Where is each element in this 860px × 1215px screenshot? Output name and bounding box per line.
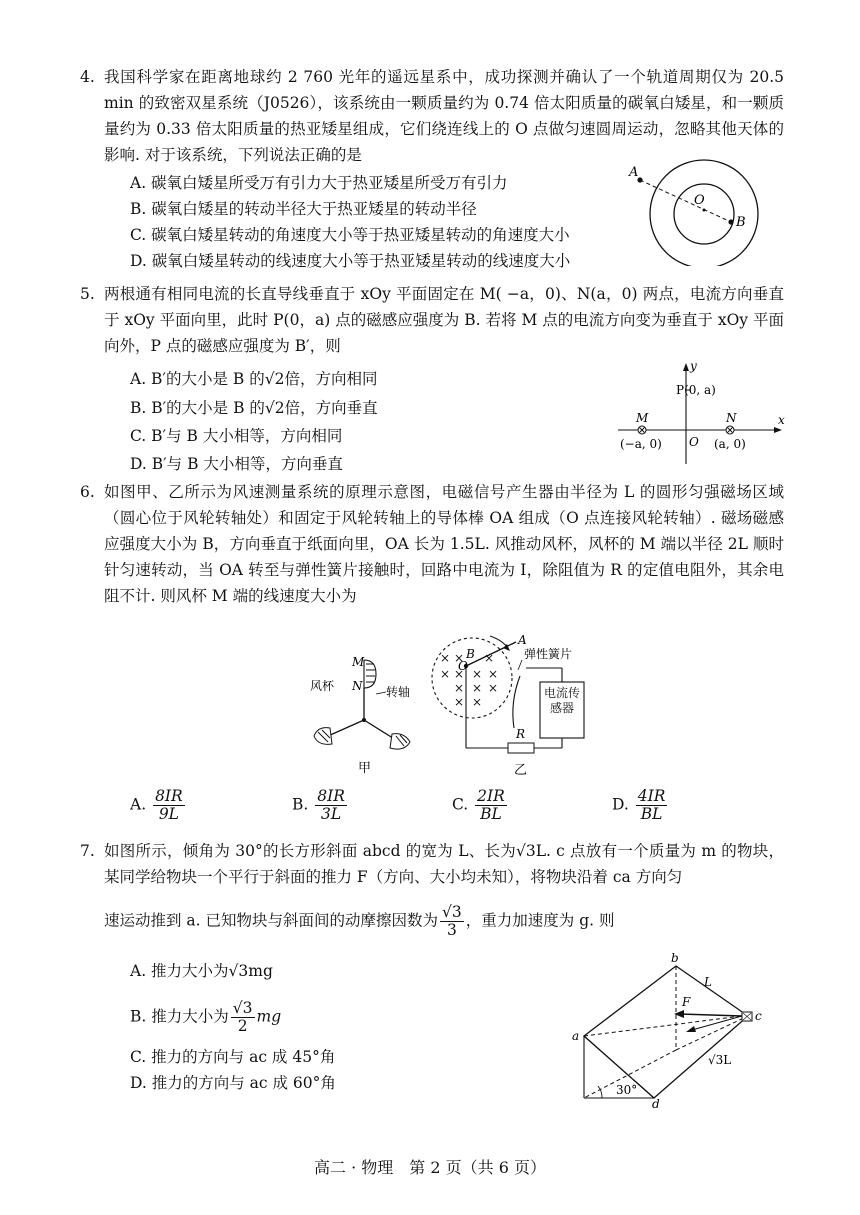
point-n-label: N (726, 411, 737, 425)
q7-option-d: D. 推力的方向与 ac 成 60°角 (130, 1074, 336, 1092)
question-number: 4. (80, 68, 95, 86)
question-4 (80, 64, 784, 168)
svg-text:×: × (454, 681, 465, 695)
option-b-denominator: 2 (237, 1017, 248, 1035)
label-b: B (736, 215, 746, 230)
q6-figure-yi (428, 632, 608, 780)
mu-denominator: 3 (446, 921, 457, 939)
option-label: D. (612, 795, 629, 814)
question-stem: 两根通有相同电流的长直导线垂直于 xOy 平面固定在 M( −a，0)、N(a，0) 两点，电流方向垂直于 xOy 平面向里，此时 P(0，a) 点的磁感应强度为 B. 若将 M 点的电流方向变为垂直于 xOy 平面向外，P 点的磁感应强度为 B′，则 (104, 285, 784, 355)
caption-yi: 乙 (514, 763, 528, 778)
svg-text:×: × (454, 695, 465, 709)
label-d: d (652, 1097, 660, 1108)
label-sqrt3l: √3L (708, 1053, 732, 1067)
option-denominator: 3L (321, 805, 342, 823)
svg-text:×: × (440, 667, 451, 681)
option-b-unit: mg (256, 1007, 282, 1026)
question-stem: 如图所示，倾角为 30°的长方形斜面 abcd 的宽为 L、长为√3L. c 点放有一个质量为 m 的物块，某同学给物块一个平行于斜面的推力 F（方向、大小均未知），将物块沿着 ca 方向匀 (104, 842, 784, 886)
question-number: 6. (80, 483, 95, 501)
question-number: 7. (80, 842, 95, 860)
option-denominator: BL (640, 805, 663, 823)
option-label: B. (292, 795, 309, 814)
resistor-label: R (516, 727, 526, 741)
question-stem: 如图甲、乙所示为风速测量系统的原理示意图，电磁信号产生器由半径为 L 的圆形匀强磁场区域（圆心位于风轮转轴处）和固定于风轮转轴上的导体棒 OA 组成（O 点连接风轮转轴）. 磁场磁感应强度大小为 B，方向垂直于纸面向里，OA 长为 1.5L. 风推动风杯，风杯的 M 端以半径 2L 顺时针匀速转动，当 OA 转至与弹性簧片接触时，回路中电流为 I，除阻值为 R 的定值电阻外，其余电阻不计. 则风杯 M 端的线速度大小为 (104, 483, 784, 605)
n-coordinate: (a, 0) (714, 437, 746, 451)
point-p-label: P(0, a) (676, 383, 716, 397)
q4-option-c: C. 碳氧白矮星转动的角速度大小等于热亚矮星转动的角速度大小 (130, 226, 570, 244)
label-l: L (704, 975, 712, 989)
option-numerator: 8IR (155, 787, 183, 805)
question-7-line-3 (104, 904, 784, 939)
option-numerator: 8IR (317, 787, 345, 805)
option-denominator: 9L (158, 805, 179, 823)
label-o: O (694, 193, 705, 208)
page-footer: 高二 · 物理 第 2 页（共 6 页） (314, 1158, 546, 1177)
label-a: A (518, 633, 527, 647)
q6-option-b (292, 788, 349, 823)
point-m-label: M (636, 411, 649, 425)
question-stem: 我国科学家在距离地球约 2 760 光年的遥远星系中，成功探测并确认了一个轨道周期仅为 20.5 min 的致密双星系统（J0526），该系统由一颗质量约为 0.74 倍太阳质量的碳氧白矮星，和一颗质量约为 0.33 倍太阳质量的热亚矮星组成，它们绕连线上的 O 点做匀速圆周运动，忽略其他天体的影响. 对于该系统，下列说法正确的是 (104, 68, 784, 164)
q4-option-b: B. 碳氧白矮星的转动半径大于热亚矮星的转动半径 (130, 200, 477, 218)
x-axis-label: x (778, 413, 785, 427)
question-7 (80, 838, 784, 890)
caption-jia: 甲 (358, 761, 372, 776)
q7-option-c: C. 推力的方向与 ac 成 45°角 (130, 1048, 336, 1066)
q4-option-d: D. 碳氧白矮星转动的线速度大小等于热亚矮星转动的线速度大小 (130, 252, 571, 270)
q5-option-c: C. B′与 B 大小相等，方向相同 (130, 427, 343, 445)
label-n: N (352, 679, 363, 693)
q7-incline-figure (570, 950, 770, 1108)
question-6 (80, 479, 784, 609)
current-sensor-label: 电流传感器 (543, 686, 580, 715)
label-o: O (458, 659, 468, 673)
q5-option-a: A. B′的大小是 B 的√2倍，方向相同 (130, 370, 378, 388)
mu-numerator: √3 (442, 903, 462, 921)
option-denominator: BL (480, 805, 502, 823)
question-stem-cont: 速运动推到 a. 已知物块与斜面间的动摩擦因数为 (104, 911, 439, 930)
label-f: F (682, 995, 691, 1009)
question-number: 5. (80, 285, 95, 303)
question-stem-end: ，重力加速度为 g. 则 (465, 911, 615, 930)
option-label: A. (130, 795, 147, 814)
origin-label: O (689, 435, 699, 449)
option-numerator: 4IR (637, 787, 666, 805)
svg-text:×: × (472, 667, 483, 681)
q5-coordinate-figure (610, 360, 790, 466)
svg-text:×: × (488, 667, 499, 681)
svg-text:×: × (440, 651, 451, 665)
svg-text:×: × (488, 681, 499, 695)
svg-text:×: × (484, 651, 495, 665)
label-a: a (572, 1029, 580, 1043)
y-axis-label: y (690, 360, 697, 373)
label-c: c (755, 1009, 762, 1023)
option-numerator: 2IR (477, 787, 505, 805)
q7-option-b (130, 1000, 281, 1035)
svg-text:×: × (454, 667, 465, 681)
svg-text:×: × (454, 651, 465, 665)
angle-label: 30° (616, 1083, 638, 1097)
q5-option-d: D. B′与 B 大小相等，方向垂直 (130, 455, 343, 473)
wind-cup-label: 风杯 (310, 679, 335, 693)
svg-text:×: × (472, 681, 483, 695)
label-b: b (671, 951, 679, 965)
q6-option-c (452, 788, 509, 823)
q6-option-d (612, 788, 669, 823)
option-b-numerator: √3 (232, 999, 253, 1017)
label-a: A (629, 165, 639, 180)
q6-option-a (130, 788, 187, 823)
q4-option-a: A. 碳氧白矮星所受万有引力大于热亚矮星所受万有引力 (130, 174, 508, 192)
axis-label: 转轴 (386, 685, 411, 699)
q6-figure-jia (300, 648, 430, 778)
option-b-text: B. 推力大小为 (130, 1007, 229, 1026)
q5-option-b: B. B′的大小是 B 的√2倍，方向垂直 (130, 399, 378, 417)
q7-option-a: A. 推力大小为√3mg (130, 962, 273, 980)
option-label: C. (452, 795, 469, 814)
label-m: M (352, 655, 365, 669)
q4-orbit-figure (624, 158, 784, 266)
question-5 (80, 281, 784, 359)
svg-text:×: × (472, 695, 483, 709)
spring-label: 弹性簧片 (524, 647, 573, 661)
m-coordinate: (−a, 0) (620, 437, 662, 451)
label-b: B (466, 647, 475, 661)
